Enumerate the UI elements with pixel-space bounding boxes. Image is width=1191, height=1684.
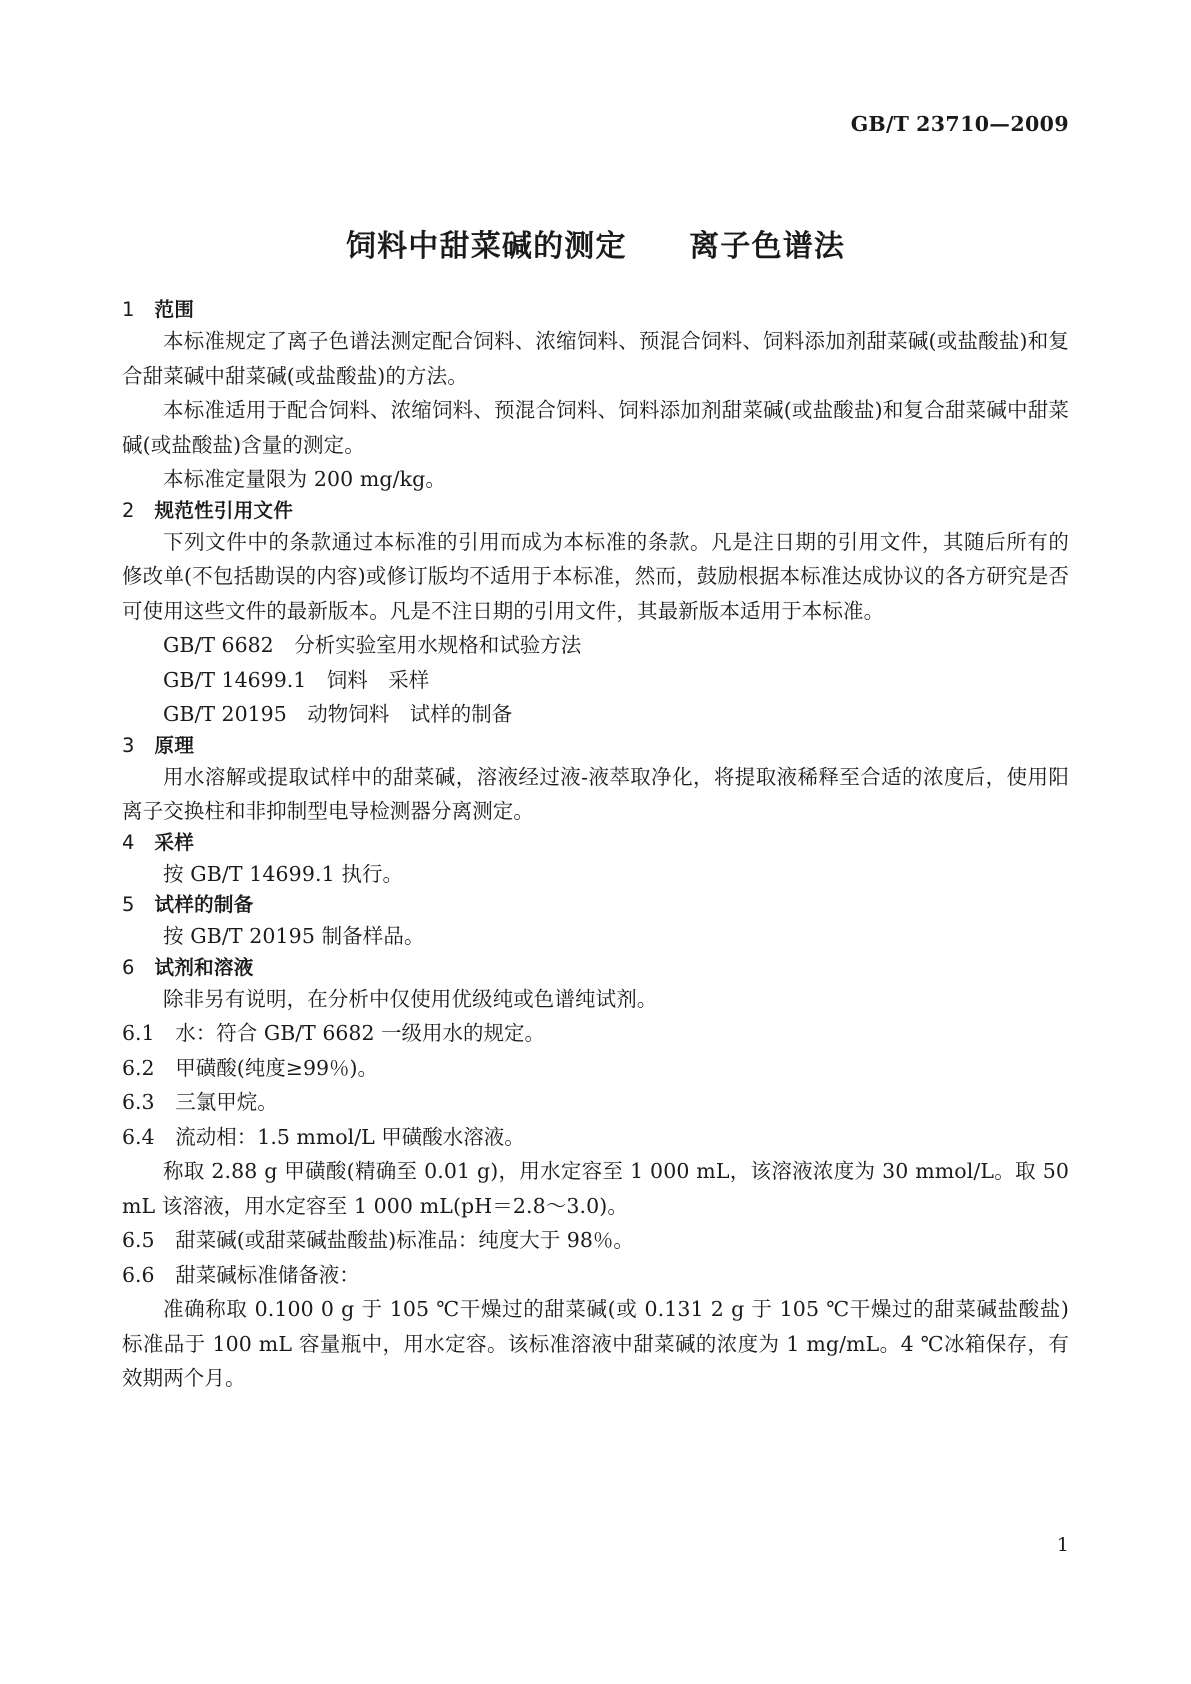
section-5-paragraph-1: 按 GB/T 20195 制备样品。 [163, 924, 425, 948]
clause-6-6 [122, 1258, 1069, 1293]
section-number-1: 1 [122, 298, 135, 321]
clause-number-6-2: 6.2 [122, 1055, 155, 1080]
header-standard-code: GB/T [850, 112, 910, 136]
clause-6-2 [122, 1051, 1069, 1086]
section-1-paragraph-2: 本标准适用于配合饲料、浓缩饲料、预混合饲料、饲料添加剂甜菜碱(或盐酸盐)和复合甜菜碱中甜菜碱(或盐酸盐)含量的测定。 [122, 398, 1069, 457]
section-title-3: 原理 [154, 733, 195, 757]
clause-number-6-4: 6.4 [122, 1124, 155, 1149]
page-content [122, 0, 1069, 1684]
section-1-paragraph-1: 本标准规定了离子色谱法测定配合饲料、浓缩饲料、预混合饲料、饲料添加剂甜菜碱(或盐酸盐)和复合甜菜碱中甜菜碱(或盐酸盐)的方法。 [122, 329, 1069, 388]
clause-text-6-5: 甜菜碱(或甜菜碱盐酸盐)标准品：纯度大于 98％。 [175, 1228, 634, 1252]
clause-text-6-1: 水：符合 GB/T 6682 一级用水的规定。 [175, 1021, 546, 1045]
clause-text-6-6: 甜菜碱标准储备液： [175, 1262, 360, 1287]
section-title-6: 试剂和溶液 [154, 955, 254, 979]
section-number-3: 3 [122, 733, 135, 757]
section-number-5: 5 [122, 893, 135, 916]
section-title-5: 试样的制备 [154, 893, 254, 916]
normative-reference-2: GB/T 14699.1 饲料 采样 [163, 667, 430, 692]
section-title-2: 规范性引用文件 [154, 498, 294, 522]
section-number-4: 4 [122, 830, 135, 854]
clause-text-6-2: 甲磺酸(纯度≥99％)。 [175, 1055, 379, 1080]
section-heading-1 [122, 296, 1069, 324]
clause-number-6-3: 6.3 [122, 1090, 155, 1114]
normative-reference-1: GB/T 6682 分析实验室用水规格和试验方法 [163, 633, 582, 657]
section-heading-6 [122, 954, 1069, 982]
section-2-paragraph-1: 下列文件中的条款通过本标准的引用而成为本标准的条款。凡是注日期的引用文件，其随后所有的修改单(不包括勘误的内容)或修订版均不适用于本标准，然而，鼓励根据本标准达成协议的各方研究是否可使用这些文件的最新版本。凡是不注日期的引用文件，其最新版本适用于本标准。 [122, 529, 1069, 623]
section-heading-2 [122, 497, 1069, 525]
section-1-paragraph-3: 本标准定量限为 200 mg/kg。 [163, 467, 446, 491]
clause-6-5 [122, 1223, 1069, 1258]
section-title-1: 范围 [154, 298, 195, 321]
document-body [122, 296, 1069, 1396]
section-heading-5 [122, 891, 1069, 919]
clause-6-6-detail-paragraph: 准确称取 0.100 0 g 于 105 ℃干燥过的甜菜碱(或 0.131 2 g 于 105 ℃干燥过的甜菜碱盐酸盐)标准品于 100 mL 容量瓶中，用水定容。该标准溶液中甜菜碱的浓度为 1 mg/mL。4 ℃冰箱保存，有效期两个月。 [122, 1297, 1069, 1390]
clause-text-6-3: 三氯甲烷。 [175, 1090, 278, 1114]
clause-6-4 [122, 1120, 1069, 1155]
clause-text-6-4: 流动相：1.5 mmol/L 甲磺酸水溶液。 [175, 1124, 525, 1149]
section-6-paragraph-1: 除非另有说明，在分析中仅使用优级纯或色谱纯试剂。 [163, 986, 658, 1011]
clause-number-6-6: 6.6 [122, 1262, 155, 1287]
clause-6-4-detail-paragraph: 称取 2.88 g 甲磺酸(精确至 0.01 g)，用水定容至 1 000 mL，该溶液浓度为 30 mmol/L。取 50 mL 该溶液，用水定容至 1 000 mL(pH＝2.8～3.0)。 [122, 1159, 1069, 1218]
section-number-2: 2 [122, 498, 135, 522]
document-header-standard-number [851, 112, 1069, 136]
clause-6-1 [122, 1016, 1069, 1051]
page-number: 1 [1056, 1534, 1069, 1556]
header-standard-number: 23710—2009 [916, 112, 1069, 136]
section-heading-4 [122, 829, 1069, 857]
clause-number-6-1: 6.1 [122, 1021, 155, 1045]
normative-reference-3: GB/T 20195 动物饲料 试样的制备 [163, 702, 513, 726]
section-title-4: 采样 [154, 830, 195, 854]
clause-number-6-5: 6.5 [122, 1228, 155, 1252]
section-4-paragraph-1: 按 GB/T 14699.1 执行。 [163, 861, 404, 886]
page-title: 饲料中甜菜碱的测定 离子色谱法 [345, 229, 846, 265]
section-3-paragraph-1: 用水溶解或提取试样中的甜菜碱，溶液经过液-液萃取净化，将提取液稀释至合适的浓度后，使用阳离子交换柱和非抑制型电导检测器分离测定。 [122, 764, 1069, 823]
section-heading-3 [122, 732, 1069, 760]
clause-6-3 [122, 1085, 1069, 1120]
section-number-6: 6 [122, 955, 135, 979]
